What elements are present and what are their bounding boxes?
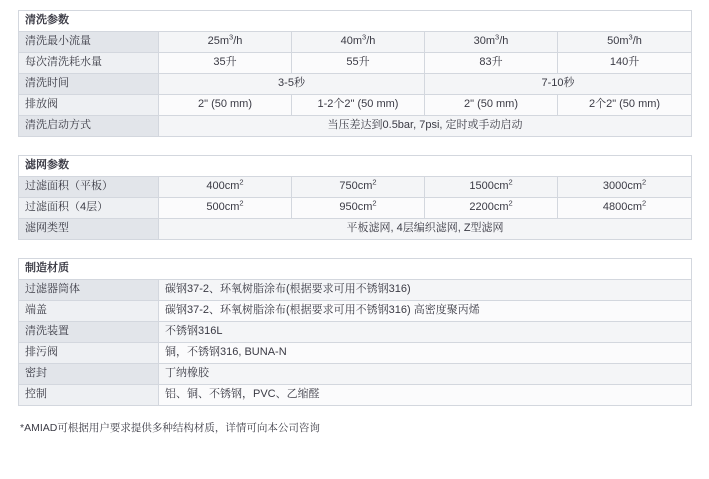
cell-value: 55升 [292,53,425,74]
section-title-row [19,11,692,32]
cell-value: $1500cm^2$ [425,177,558,198]
table-row [19,364,692,385]
cell-value: 丁纳橡胶 [159,364,692,385]
cell-value: 2" (50 mm) [159,95,292,116]
row-label: 每次清洗耗水量 [19,53,159,74]
cell-value: 1-2个2" (50 mm) [292,95,425,116]
cell-value: $30m^3/h$ [425,32,558,53]
cell-value: $750cm^2$ [292,177,425,198]
table-screen-parameters [18,155,692,240]
row-label: 过滤面积（4层） [19,198,159,219]
table-row [19,116,692,137]
row-label: 清洗启动方式 [19,116,159,137]
row-label: 清洗最小流量 [19,32,159,53]
section-title-row [19,156,692,177]
cell-value: 3-5秒 [159,74,425,95]
table-row [19,322,692,343]
row-label: 排放阀 [19,95,159,116]
table-row [19,32,692,53]
cell-value: $500cm^2$ [159,198,292,219]
section-gap [18,137,691,155]
spec-sheet [18,10,691,435]
cell-value: $400cm^2$ [159,177,292,198]
table-row [19,74,692,95]
cell-value: 铝、铜、不锈钢，PVC、乙缩醛 [159,385,692,406]
table-row [19,95,692,116]
table-row [19,280,692,301]
cell-value: $25m^3/h$ [159,32,292,53]
cell-value: $50m^3/h$ [558,32,692,53]
cell-value: $4800cm^2$ [558,198,692,219]
row-label: 密封 [19,364,159,385]
cell-value: 平板滤网, 4层编织滤网, Z型滤网 [159,219,692,240]
table-row [19,53,692,74]
row-label: 清洗装置 [19,322,159,343]
cell-value: 当压差达到0.5bar, 7psi, 定时或手动启动 [159,116,692,137]
section-title: 制造材质 [19,259,692,280]
table-materials [18,258,692,406]
cell-value: 碳钢37-2、环氧树脂涂布(根据要求可用不锈钢316) [159,280,692,301]
cell-value: $950cm^2$ [292,198,425,219]
row-label: 控制 [19,385,159,406]
cell-value: 碳钢37-2、环氧树脂涂布(根据要求可用不锈钢316) 高密度聚丙烯 [159,301,692,322]
row-label: 排污阀 [19,343,159,364]
table-row [19,301,692,322]
row-label: 滤网类型 [19,219,159,240]
table-row [19,177,692,198]
section-title: 清洗参数 [19,11,692,32]
footnote: *AMIAD可根据用户要求提供多种结构材质，详情可向本公司咨询 [20,422,320,434]
row-label: 过滤器筒体 [19,280,159,301]
cell-value: 140升 [558,53,692,74]
cell-value: 不锈钢316L [159,322,692,343]
table-washing-parameters [18,10,692,137]
cell-value: 7-10秒 [425,74,692,95]
section-title-row [19,259,692,280]
table-row [19,219,692,240]
cell-value: 铜，不锈钢316, BUNA-N [159,343,692,364]
section-gap [18,240,691,258]
cell-value: 83升 [425,53,558,74]
table-row [19,343,692,364]
cell-value: 2个2" (50 mm) [558,95,692,116]
cell-value: $40m^3/h$ [292,32,425,53]
table-row [19,385,692,406]
row-label: 过滤面积（平板） [19,177,159,198]
row-label: 端盖 [19,301,159,322]
cell-value: $2200cm^2$ [425,198,558,219]
row-label: 清洗时间 [19,74,159,95]
cell-value: $3000cm^2$ [558,177,692,198]
table-row [19,198,692,219]
section-title: 滤网参数 [19,156,692,177]
cell-value: 2" (50 mm) [425,95,558,116]
cell-value: 35升 [159,53,292,74]
